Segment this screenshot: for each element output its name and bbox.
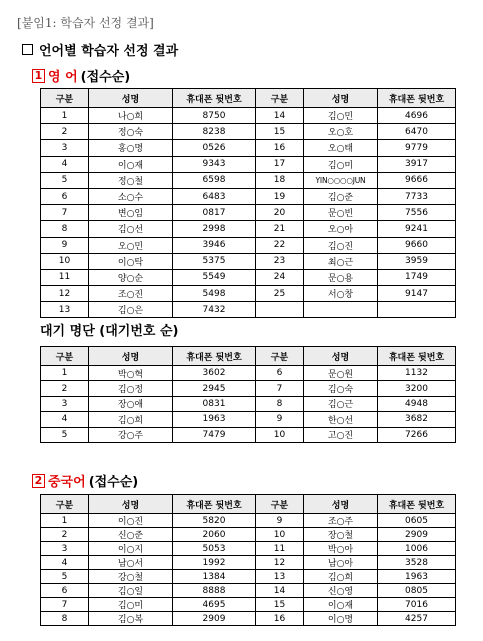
table-cell: 14: [256, 108, 304, 124]
table-cell: 0605: [378, 514, 456, 528]
table-row: [41, 366, 456, 381]
table-cell: 한○선: [304, 412, 378, 427]
table-row: [41, 570, 456, 584]
table-cell: 5375: [173, 253, 256, 269]
table-cell: 13: [41, 302, 89, 318]
table-cell: 7016: [378, 598, 456, 612]
table-cell: 9241: [378, 221, 456, 237]
table-row: [41, 598, 456, 612]
table-cell: 3: [41, 140, 89, 156]
table-cell: 1: [41, 366, 89, 381]
section-language: 영 어: [48, 70, 78, 85]
table-cell: 9: [256, 412, 304, 427]
table-cell: 4: [41, 156, 89, 172]
table-cell: 21: [256, 221, 304, 237]
table-cell: 18: [256, 172, 304, 188]
table-cell: 이○재: [304, 598, 378, 612]
table-cell: 장○애: [89, 396, 173, 411]
table-row: [41, 412, 456, 427]
table-cell: 3959: [378, 253, 456, 269]
document-label: [붙임1: 학습자 선정 결과]: [17, 16, 154, 30]
table-cell: 12: [41, 286, 89, 302]
table-cell: 최○근: [304, 253, 378, 269]
waitlist-title: 대기 명단 (대기번호 순): [40, 324, 179, 339]
table-cell: 정○철: [89, 172, 173, 188]
table-cell: [256, 302, 304, 318]
table-cell: 7479: [173, 427, 256, 442]
table-cell: 김○복: [89, 612, 173, 626]
table-row: [41, 269, 456, 285]
section-language: 중국어: [48, 475, 86, 490]
table-cell: 3682: [378, 412, 456, 427]
table-cell: 17: [256, 156, 304, 172]
table-cell: 9: [256, 514, 304, 528]
table-cell: 14: [256, 584, 304, 598]
table-cell: 1749: [378, 269, 456, 285]
table-cell: 23: [256, 253, 304, 269]
table-row: [41, 156, 456, 172]
table-cell: 강○철: [89, 570, 173, 584]
table-cell: 김○미: [89, 598, 173, 612]
table-cell: 정○숙: [89, 124, 173, 140]
table-cell: 7: [41, 598, 89, 612]
table-cell: YIN○○○○JUN: [304, 172, 378, 188]
table-cell: 8238: [173, 124, 256, 140]
table-cell: 10: [256, 427, 304, 442]
table-cell: 소○수: [89, 188, 173, 204]
table-cell: 1132: [378, 366, 456, 381]
table-cell: 6470: [378, 124, 456, 140]
column-header: 성명: [89, 89, 173, 108]
column-header: 휴대폰 뒷번호: [378, 89, 456, 108]
table-row: [41, 514, 456, 528]
main-title-text: 언어별 학습자 선정 결과: [39, 44, 179, 59]
table-cell: 4: [41, 412, 89, 427]
table-cell: 3: [41, 542, 89, 556]
table-cell: 24: [256, 269, 304, 285]
table-cell: 6: [41, 584, 89, 598]
table-cell: 8750: [173, 108, 256, 124]
table-cell: 조○주: [304, 514, 378, 528]
table-row: [41, 381, 456, 396]
column-header: 구분: [256, 89, 304, 108]
column-header: 휴대폰 뒷번호: [378, 347, 456, 366]
table-cell: 장○철: [304, 528, 378, 542]
table-row: [41, 612, 456, 626]
table-cell: 5: [41, 172, 89, 188]
column-header: 성명: [89, 495, 173, 514]
table-cell: 김○희: [304, 570, 378, 584]
table-cell: 3: [41, 396, 89, 411]
table-cell: 나○희: [89, 108, 173, 124]
table-cell: 3528: [378, 556, 456, 570]
section-number-box: 2: [32, 474, 45, 488]
table-cell: 7432: [173, 302, 256, 318]
table-cell: 1963: [173, 412, 256, 427]
section-order: (접수순): [80, 70, 131, 85]
table-cell: [304, 302, 378, 318]
table-cell: 1384: [173, 570, 256, 584]
table-cell: 박○아: [304, 542, 378, 556]
table-cell: 9: [41, 237, 89, 253]
table-row: [41, 124, 456, 140]
table-row: [41, 542, 456, 556]
table-cell: 0526: [173, 140, 256, 156]
section-number-box: 1: [32, 69, 45, 83]
table-cell: 0805: [378, 584, 456, 598]
checkbox-icon: [22, 44, 33, 55]
table-cell: 강○주: [89, 427, 173, 442]
table-cell: 7556: [378, 205, 456, 221]
main-title: [22, 40, 178, 59]
table-cell: 오○태: [304, 140, 378, 156]
table-cell: 문○원: [304, 366, 378, 381]
table-cell: 김○준: [304, 188, 378, 204]
table-row: [41, 140, 456, 156]
table-cell: 2: [41, 381, 89, 396]
table-cell: 11: [41, 269, 89, 285]
table-cell: 이○지: [89, 542, 173, 556]
table-row: [41, 302, 456, 318]
table-cell: 5: [41, 570, 89, 584]
table-cell: 6483: [173, 188, 256, 204]
column-header: 구분: [256, 495, 304, 514]
table-row: [41, 237, 456, 253]
table-cell: 2: [41, 528, 89, 542]
table-cell: 2060: [173, 528, 256, 542]
column-header: 구분: [41, 347, 89, 366]
table-cell: 4695: [173, 598, 256, 612]
table-cell: 김○희: [89, 412, 173, 427]
table-cell: 7: [41, 205, 89, 221]
chinese-section-title: [32, 471, 138, 490]
table-row: [41, 528, 456, 542]
table-cell: 김○은: [89, 302, 173, 318]
table-cell: 남○서: [89, 556, 173, 570]
table-cell: 3602: [173, 366, 256, 381]
table-cell: 박○혁: [89, 366, 173, 381]
table-cell: 11: [256, 542, 304, 556]
column-header: 성명: [304, 89, 378, 108]
table-cell: 김○숙: [304, 381, 378, 396]
column-header: 성명: [304, 347, 378, 366]
table-cell: 5820: [173, 514, 256, 528]
table-cell: 오○민: [89, 237, 173, 253]
table-cell: 7: [256, 381, 304, 396]
table-cell: 양○순: [89, 269, 173, 285]
table-cell: 2: [41, 124, 89, 140]
table-cell: 15: [256, 598, 304, 612]
table-cell: 5549: [173, 269, 256, 285]
table-cell: 1006: [378, 542, 456, 556]
section-order: (접수순): [88, 475, 139, 490]
table-cell: 이○탁: [89, 253, 173, 269]
waitlist-table: [40, 346, 456, 443]
table-cell: 16: [256, 612, 304, 626]
table-cell: 1: [41, 514, 89, 528]
table-cell: 6598: [173, 172, 256, 188]
table-cell: 19: [256, 188, 304, 204]
table-cell: 변○임: [89, 205, 173, 221]
column-header: 성명: [304, 495, 378, 514]
table-cell: 10: [41, 253, 89, 269]
table-row: [41, 286, 456, 302]
table-cell: 1: [41, 108, 89, 124]
table-cell: 25: [256, 286, 304, 302]
table-cell: 3917: [378, 156, 456, 172]
table-cell: 2998: [173, 221, 256, 237]
table-cell: 9660: [378, 237, 456, 253]
table-cell: 10: [256, 528, 304, 542]
column-header: 구분: [41, 495, 89, 514]
table-cell: 4257: [378, 612, 456, 626]
table-cell: 4948: [378, 396, 456, 411]
column-header: 휴대폰 뒷번호: [173, 89, 256, 108]
table-cell: 9343: [173, 156, 256, 172]
table-cell: 문○빈: [304, 205, 378, 221]
table-cell: 9779: [378, 140, 456, 156]
table-cell: 4696: [378, 108, 456, 124]
table-cell: 신○영: [304, 584, 378, 598]
table-row: [41, 188, 456, 204]
table-cell: 22: [256, 237, 304, 253]
table-cell: 0817: [173, 205, 256, 221]
column-header: 구분: [41, 89, 89, 108]
table-cell: 15: [256, 124, 304, 140]
table-cell: 5053: [173, 542, 256, 556]
table-cell: 김○진: [304, 237, 378, 253]
table-cell: 7733: [378, 188, 456, 204]
table-cell: 고○진: [304, 427, 378, 442]
table-cell: 문○용: [304, 269, 378, 285]
table-cell: 6: [41, 188, 89, 204]
column-header: 구분: [256, 347, 304, 366]
table-cell: 5498: [173, 286, 256, 302]
table-cell: 이○재: [89, 156, 173, 172]
table-cell: 이○진: [89, 514, 173, 528]
table-cell: 홍○명: [89, 140, 173, 156]
table-row: [41, 108, 456, 124]
column-header: 성명: [89, 347, 173, 366]
english-section-title: [32, 66, 130, 85]
table-cell: 1992: [173, 556, 256, 570]
table-cell: 9147: [378, 286, 456, 302]
table-row: [41, 205, 456, 221]
table-cell: 20: [256, 205, 304, 221]
table-cell: 2909: [378, 528, 456, 542]
table-cell: 이○명: [304, 612, 378, 626]
table-cell: 8: [41, 612, 89, 626]
table-cell: 0831: [173, 396, 256, 411]
table-cell: 서○창: [304, 286, 378, 302]
column-header: 휴대폰 뒷번호: [173, 495, 256, 514]
table-cell: 2909: [173, 612, 256, 626]
table-cell: 오○아: [304, 221, 378, 237]
table-row: [41, 556, 456, 570]
table-cell: 남○아: [304, 556, 378, 570]
table-cell: 조○진: [89, 286, 173, 302]
table-cell: 9666: [378, 172, 456, 188]
table-row: [41, 253, 456, 269]
table-cell: 김○정: [89, 381, 173, 396]
table-cell: 6: [256, 366, 304, 381]
table-row: [41, 427, 456, 442]
table-row: [41, 221, 456, 237]
table-row: [41, 584, 456, 598]
chinese-table: [40, 494, 456, 626]
table-cell: 김○미: [304, 156, 378, 172]
table-cell: 3946: [173, 237, 256, 253]
table-row: [41, 172, 456, 188]
table-cell: [378, 302, 456, 318]
table-row: [41, 396, 456, 411]
table-cell: 8888: [173, 584, 256, 598]
table-cell: 5: [41, 427, 89, 442]
english-table: [40, 88, 456, 318]
table-cell: 김○근: [304, 396, 378, 411]
table-cell: 12: [256, 556, 304, 570]
table-cell: 8: [256, 396, 304, 411]
table-cell: 신○준: [89, 528, 173, 542]
table-cell: 김○선: [89, 221, 173, 237]
table-cell: 1963: [378, 570, 456, 584]
table-cell: 7266: [378, 427, 456, 442]
table-cell: 2945: [173, 381, 256, 396]
table-cell: 김○일: [89, 584, 173, 598]
table-cell: 4: [41, 556, 89, 570]
table-cell: 김○민: [304, 108, 378, 124]
column-header: 휴대폰 뒷번호: [173, 347, 256, 366]
table-cell: 8: [41, 221, 89, 237]
table-cell: 3200: [378, 381, 456, 396]
table-cell: 오○호: [304, 124, 378, 140]
column-header: 휴대폰 뒷번호: [378, 495, 456, 514]
table-cell: 16: [256, 140, 304, 156]
table-cell: 13: [256, 570, 304, 584]
